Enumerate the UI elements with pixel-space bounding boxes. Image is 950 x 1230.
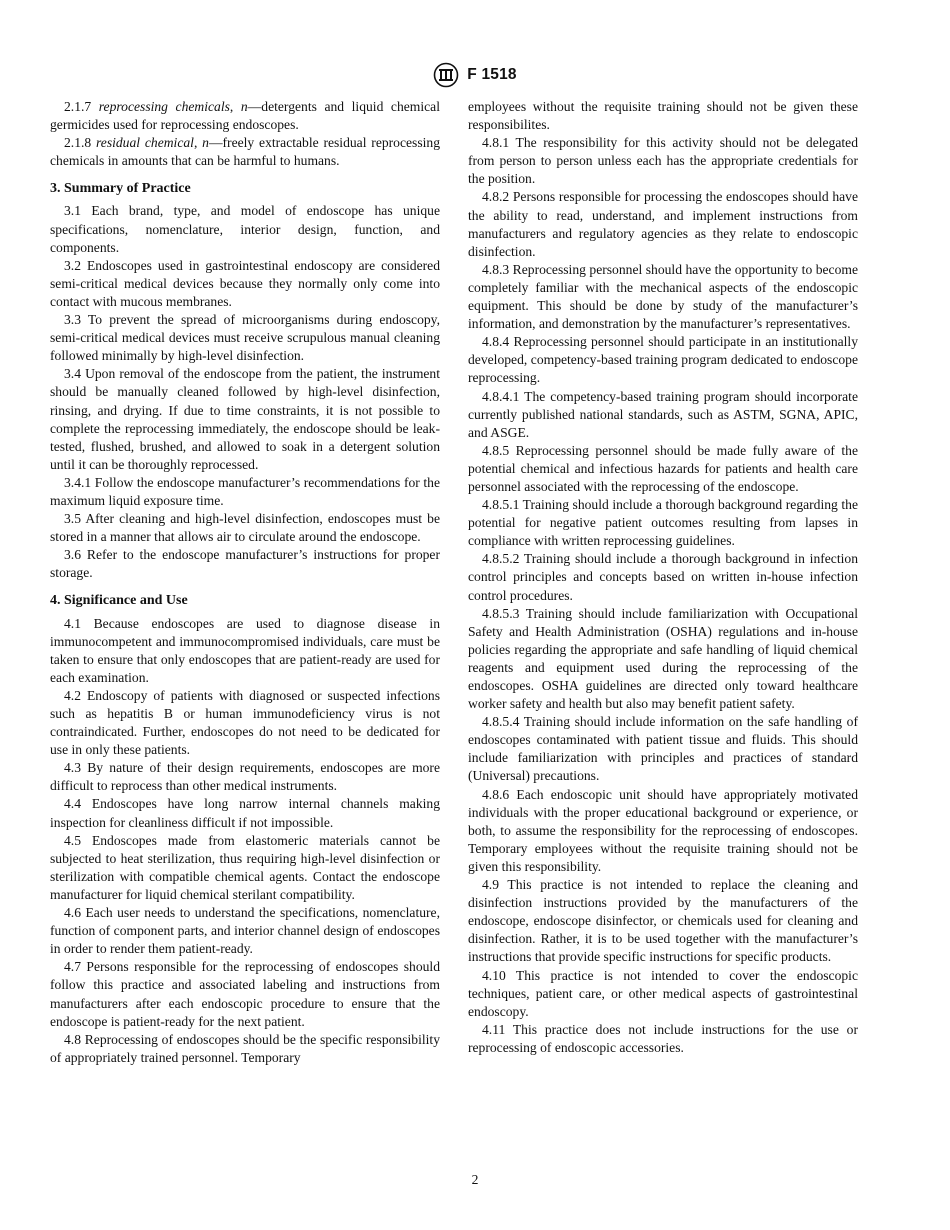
- definition-2-1-8: 2.1.8 residual chemical, n—freely extractable residual reprocessing chemicals in amounts that can be harmful to humans.: [50, 135, 440, 169]
- astm-logo-icon: [433, 62, 459, 88]
- paragraph-3-6: 3.6 Refer to the endoscope manufacturer’s instructions for proper storage.: [50, 547, 440, 581]
- standard-designation: F 1518: [467, 66, 517, 83]
- definition-2-1-7: 2.1.7 reprocessing chemicals, n—detergents and liquid chemical germicides used for reprocessing endoscopes.: [50, 99, 440, 133]
- section-heading-3: 3. Summary of Practice: [50, 181, 191, 197]
- paragraph-4-8-3: 4.8.3 Reprocessing personnel should have the opportunity to become completely familiar with the mechanical aspects of the endoscopic equipment. This should be done by study of the manufacturer’s information, and demonstration by the manufacturer’s representatives.: [468, 261, 858, 332]
- paragraph-3-1: 3.1 Each brand, type, and model of endoscope has unique specifications, nomenclature, interior design, function, and components.: [50, 203, 440, 255]
- paragraph-4-3: 4.3 By nature of their design requirements, endoscopes are more difficult to reprocess than other medical instruments.: [50, 760, 440, 794]
- page-number: 2: [471, 1172, 479, 1187]
- paragraph-4-8-5-4: 4.8.5.4 Training should include information on the safe handling of endoscopes contaminated with patient tissue and fluids. This should include familiarization with principles and practices of standard (Universal) precautions.: [468, 714, 858, 784]
- paragraph-4-8-6: 4.8.6 Each endoscopic unit should have appropriately motivated individuals with the proper educational background or experience, or both, to assume the responsibility for the reprocessing of endoscopes. Temporary employees without the requisite training should not be given this responsibility.: [468, 786, 858, 874]
- paragraph-4-8-5-3: 4.8.5.3 Training should include familiarization with Occupational Safety and Health Administration (OSHA) regulations and in-house policies regarding the appropriate and safe handling of liquid chemical reagents and equipment used during the reprocessing of the endoscopes. OSHA guidelines are directed only toward healthcare worker safety and health but also may benefit patient safety.: [468, 605, 858, 712]
- paragraph-4-9: 4.9 This practice is not intended to replace the cleaning and disinfection instructions provided by the manufacturers of the endoscope, endoscope disinfector, or chemicals used for cleaning and disinfection. Rather, it is to be used together with the manufacturer’s instructions that provide specific instructions for specific products.: [468, 877, 858, 965]
- right-column: [468, 98, 858, 1057]
- paragraph-4-6: 4.6 Each user needs to understand the specifications, nomenclature, function of component parts, and interior channel design of endoscopes in order to render them patient-ready.: [50, 905, 440, 957]
- paragraph-4-1: 4.1 Because endoscopes are used to diagnose disease in immunocompetent and immunocompromised individuals, care must be taken to ensure that only endoscopes that are patient-ready are used for each examination.: [50, 615, 440, 685]
- paragraph-4-8: 4.8 Reprocessing of endoscopes should be the specific responsibility of appropriately trained personnel. Temporary: [50, 1031, 440, 1065]
- paragraph-4-8-5-1: 4.8.5.1 Training should include a thorough background regarding the potential for negative patient outcomes resulting from lapses in compliance with written reprocessing guidelines.: [468, 497, 858, 549]
- paragraph-4-8-4: 4.8.4 Reprocessing personnel should participate in an institutionally developed, competency-based training program dedicated to endoscope reprocessing.: [468, 334, 858, 386]
- left-column: [50, 98, 440, 1067]
- paragraph-4-8-continued: employees without the requisite training should not be given these responsibilites.: [468, 99, 858, 133]
- paragraph-4-8-4-1: 4.8.4.1 The competency-based training program should incorporate currently published national standards, such as ASTM, SGNA, APIC, and ASGE.: [468, 388, 858, 440]
- page-header: [0, 62, 950, 88]
- paragraph-3-5: 3.5 After cleaning and high-level disinfection, endoscopes must be stored in a manner that allows air to circulate around the endoscope.: [50, 511, 440, 545]
- paragraph-4-4: 4.4 Endoscopes have long narrow internal channels making inspection for cleanliness difficult if not impossible.: [50, 796, 440, 830]
- paragraph-4-8-5-2: 4.8.5.2 Training should include a thorough background in infection control principles and concepts based on written in-house infection control procedures.: [468, 551, 858, 603]
- paragraph-4-11: 4.11 This practice does not include instructions for the use or reprocessing of endoscopic accessories.: [468, 1021, 858, 1055]
- paragraph-4-8-1: 4.8.1 The responsibility for this activity should not be delegated from person to person unless each has the appropriate credentials for the position.: [468, 135, 858, 187]
- section-heading-4: 4. Significance and Use: [50, 593, 188, 609]
- paragraph-4-8-5: 4.8.5 Reprocessing personnel should be made fully aware of the potential chemical and infectious hazards for patients and health care personnel associated with the reprocessing of the endoscope.: [468, 442, 858, 494]
- paragraph-3-4: 3.4 Upon removal of the endoscope from the patient, the instrument should be manually cleaned followed by high-level disinfection, rinsing, and drying. If due to time constraints, it is not possible to complete the reprocessing immediately, the endoscope should be leak-tested, flushed, brushed, and allowed to soak in a detergent solution until it can be thoroughly reprocessed.: [50, 366, 440, 472]
- paragraph-4-10: 4.10 This practice is not intended to cover the endoscopic techniques, patient care, or other medical aspects of gastrointestinal endoscopy.: [468, 967, 858, 1019]
- paragraph-4-8-2: 4.8.2 Persons responsible for processing the endoscopes should have the ability to read, understand, and implement instructions from manufacturers and regulatory agencies as they relate to endoscopic disinfection.: [468, 189, 858, 259]
- paragraph-4-5: 4.5 Endoscopes made from elastomeric materials cannot be subjected to heat sterilization, thus requiring high-level disinfection or sterilization with compatible chemical agents. Contact the endoscope manufacturer for liquid chemical sterilant compatibility.: [50, 832, 440, 902]
- paragraph-4-7: 4.7 Persons responsible for the reprocessing of endoscopes should follow this practice and associated labeling and instructions from manufacturers after each endoscopic procedure to ensure that the endoscope is patient-ready for the next patient.: [50, 959, 440, 1029]
- paragraph-3-3: 3.3 To prevent the spread of microorganisms during endoscopy, semi-critical medical devices must receive scrupulous manual cleaning followed minimally by high-level disinfection.: [50, 312, 440, 364]
- paragraph-3-2: 3.2 Endoscopes used in gastrointestinal endoscopy are considered semi-critical medical devices because they normally only come into contact with mucous membranes.: [50, 257, 440, 309]
- paragraph-3-4-1: 3.4.1 Follow the endoscope manufacturer’s recommendations for the maximum liquid exposure time.: [50, 474, 440, 508]
- paragraph-4-2: 4.2 Endoscopy of patients with diagnosed or suspected infections such as hepatitis B or human immunodeficiency virus is not contraindicated. Further, endoscopes do not need to be dedicated for use in only these patients.: [50, 687, 440, 758]
